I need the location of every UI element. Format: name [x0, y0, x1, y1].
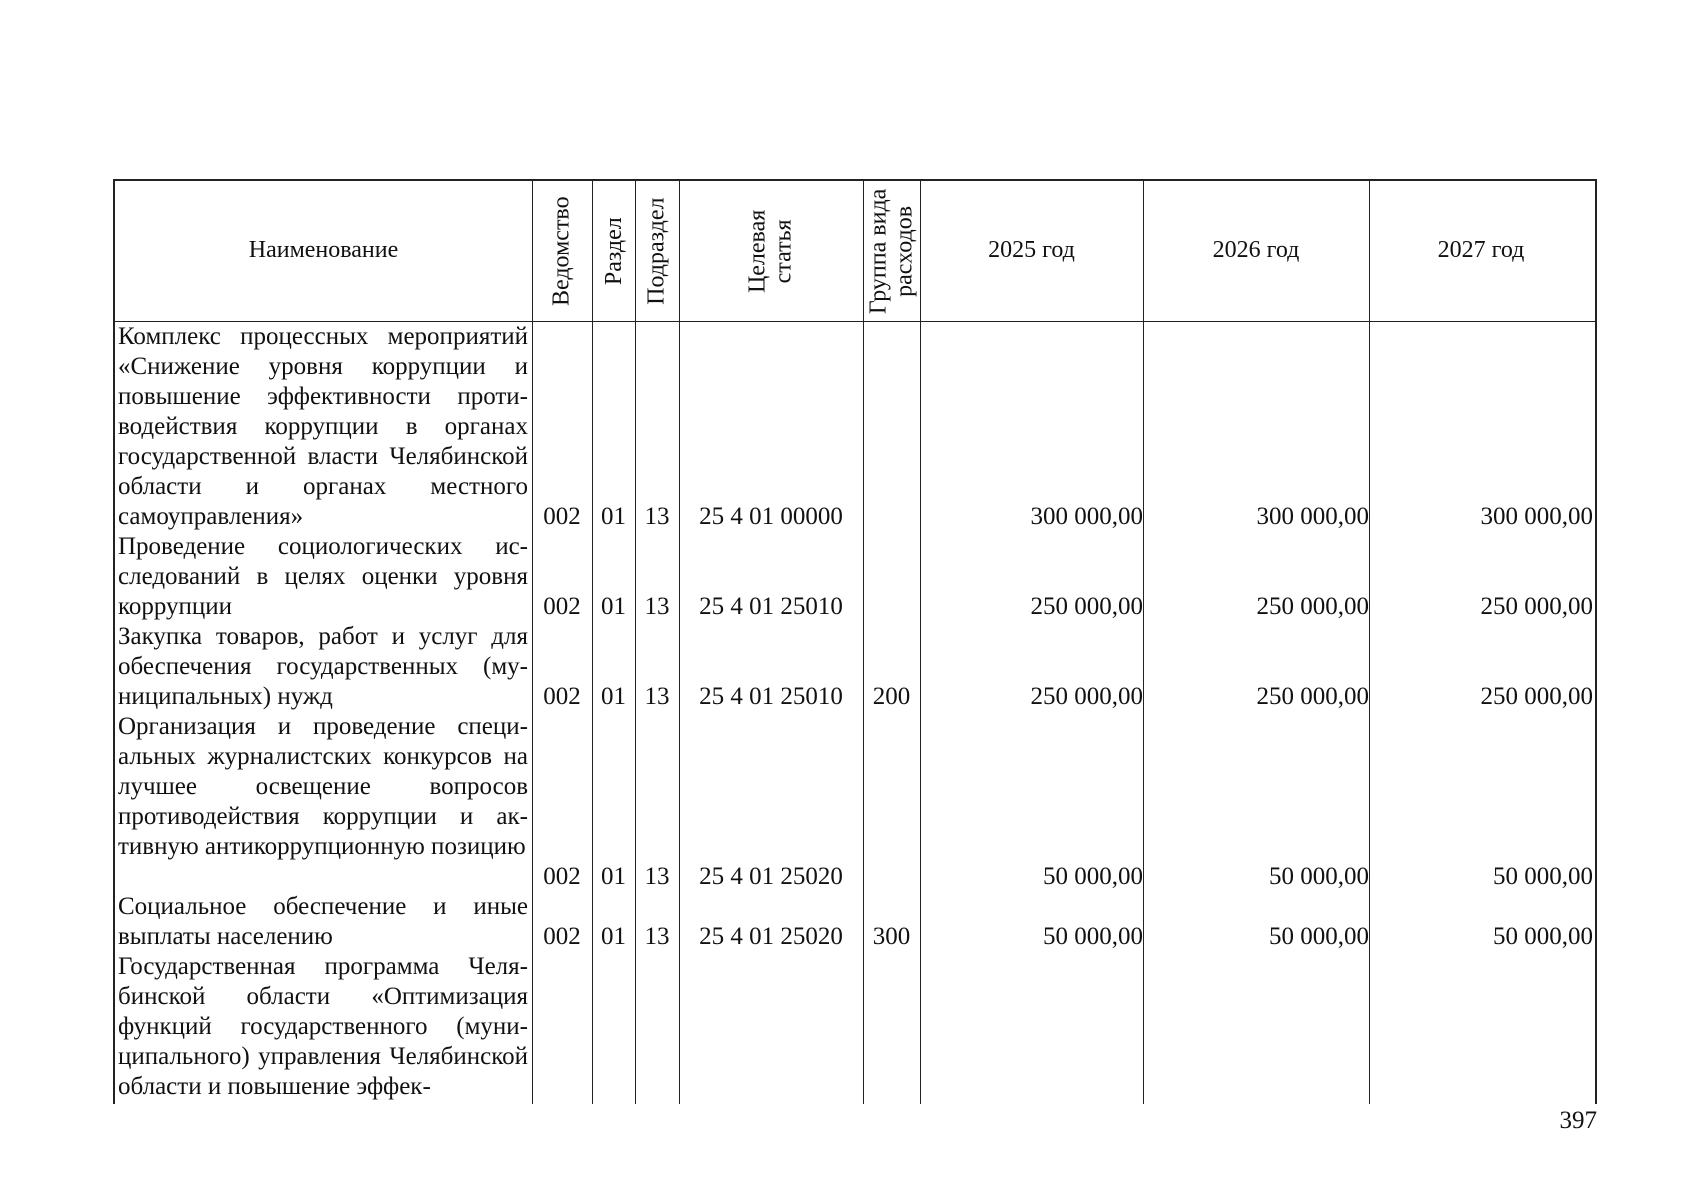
row-department: 002: [543, 863, 581, 890]
row-department: 002: [543, 683, 581, 710]
row-amount-2026: 50 000,00: [1269, 923, 1369, 950]
row-amount-2026: 50 000,00: [1269, 863, 1369, 890]
header-expense-group-label: [865, 188, 918, 313]
header-year-2026: 2026 год: [1212, 237, 1300, 264]
row-amount-2025: 300 000,00: [1030, 503, 1143, 530]
row-amount-2027: 250 000,00: [1480, 593, 1593, 620]
header-year-2027: 2027 год: [1437, 237, 1525, 264]
row-expense-group: [863, 592, 920, 622]
row-name: Проведение социологических исследований в целях оценки уровня коррупции: [118, 533, 528, 620]
header-subsection-label: Подраздел: [643, 197, 670, 305]
row-department: 002: [543, 593, 581, 620]
row-department: 002: [543, 923, 581, 950]
header-expense-group-line1: Группа вида: [865, 188, 892, 314]
header-target-item-label: [745, 209, 798, 292]
header-department-label: Ведомство: [548, 196, 575, 306]
row-amount-2025: 250 000,00: [1030, 593, 1143, 620]
row-expense-group: 200: [872, 683, 911, 710]
row-target-item: 25 4 01 00000: [699, 503, 843, 530]
row-target-item: 25 4 01 25020: [699, 923, 843, 950]
row-amount-2026: 300 000,00: [1256, 503, 1369, 530]
header-expense-group-line2: расходов: [891, 205, 918, 297]
row-name: Социальное обеспечение и иные выплаты населению: [118, 893, 528, 950]
row-name: Организация и проведение специальных журналистских конкурсов на лучшее освещение вопросов противодействия коррупции и активную антикоррупционную позицию: [118, 713, 528, 860]
row-name: Государственная программа Челябинской области «Оптимизация функций государственного (муниципального) управления Челябинской области и повышение эффек-: [118, 953, 528, 1100]
row-expense-group: [863, 862, 920, 892]
header-target-item-line2: статья: [770, 219, 797, 283]
row-section: 01: [601, 503, 626, 530]
header-year-2025: 2025 год: [988, 237, 1075, 264]
budget-table: [113, 179, 1597, 1104]
header-name: Наименование: [248, 237, 399, 264]
header-department: [532, 181, 592, 321]
row-department: 002: [543, 503, 581, 530]
row-amount-2026: 250 000,00: [1256, 683, 1369, 710]
header-subsection: [635, 181, 679, 321]
row-target-item: 25 4 01 25010: [699, 683, 843, 710]
row-amount-2027: 50 000,00: [1493, 863, 1593, 890]
row-subsection: 13: [644, 683, 670, 710]
row-amount-2027: 50 000,00: [1493, 923, 1593, 950]
row-target-item: 25 4 01 25020: [699, 863, 843, 890]
page-number: 397: [1559, 1107, 1597, 1134]
row-section: 01: [601, 923, 626, 950]
row-subsection: 13: [644, 863, 670, 890]
row-subsection: 13: [644, 593, 670, 620]
row-target-item: 25 4 01 25010: [699, 593, 843, 620]
row-amount-2025: 50 000,00: [1043, 863, 1143, 890]
header-section: [592, 181, 635, 321]
row-section: 01: [601, 683, 626, 710]
row-name: Комплекс процессных мероприятий «Снижение уровня коррупции и повышение эффективности противодействия коррупции в органах государственной власти Челябинской области и органах местного самоуправления»: [118, 323, 528, 530]
row-section: 01: [601, 863, 626, 890]
header-target-item: [679, 181, 863, 321]
row-amount-2025: 50 000,00: [1043, 923, 1143, 950]
row-name: Закупка товаров, работ и услуг для обеспечения государственных (муниципальных) нужд: [118, 623, 528, 710]
row-subsection: 13: [644, 503, 670, 530]
row-amount-2026: 250 000,00: [1256, 593, 1369, 620]
row-expense-group: 300: [872, 923, 911, 950]
row-amount-2027: 250 000,00: [1480, 683, 1593, 710]
header-section-label: Раздел: [600, 217, 627, 285]
header-target-item-line1: Целевая: [744, 209, 771, 293]
row-section: 01: [601, 593, 626, 620]
row-amount-2025: 250 000,00: [1030, 683, 1143, 710]
row-amount-2027: 300 000,00: [1480, 503, 1593, 530]
header-expense-group: [863, 181, 920, 321]
row-subsection: 13: [644, 923, 670, 950]
row-expense-group: [863, 502, 920, 532]
